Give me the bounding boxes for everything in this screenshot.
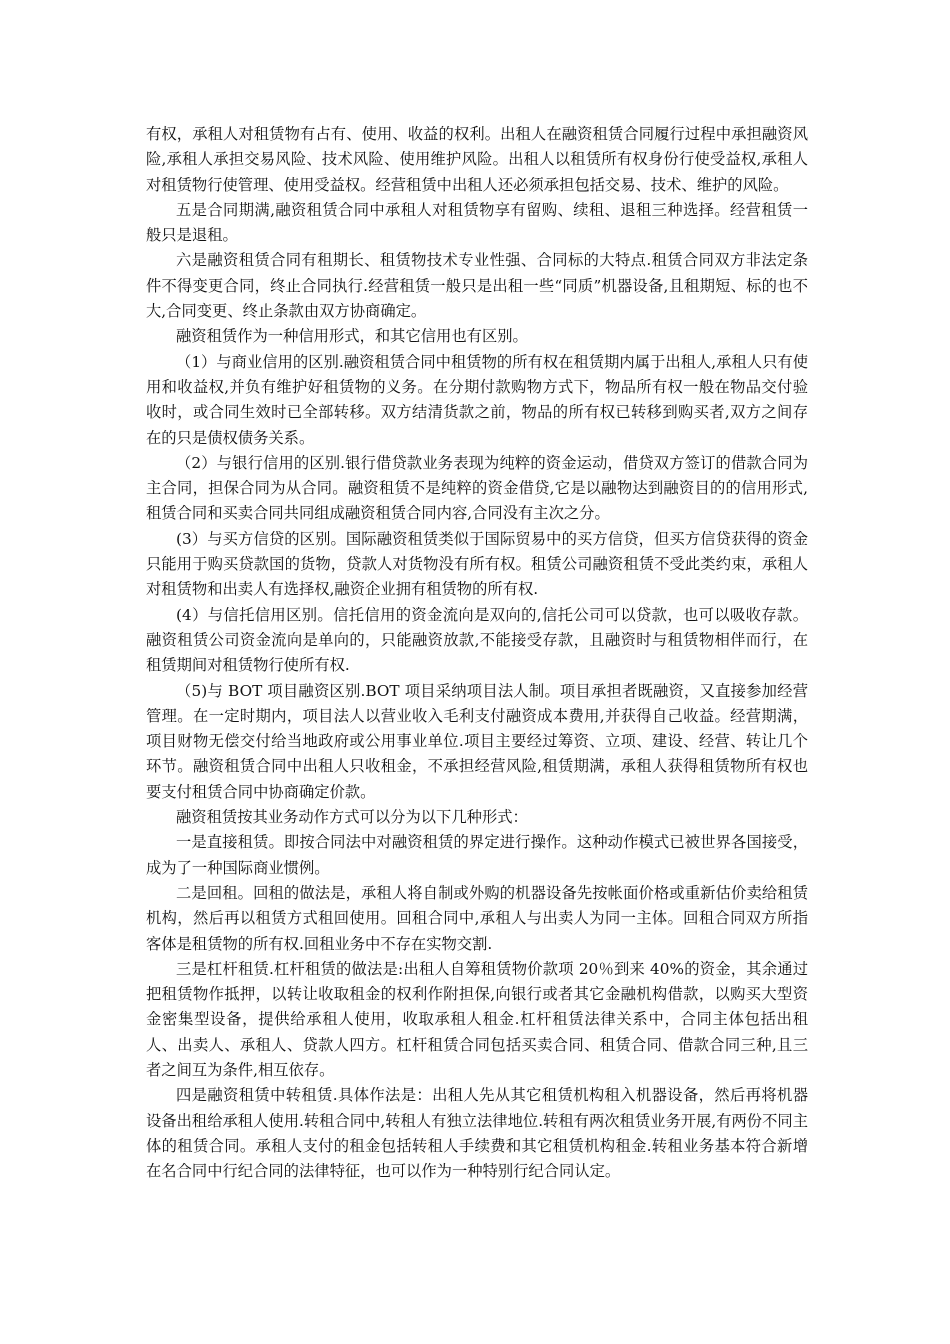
- paragraph: 二是回租。回租的做法是，承租人将自制或外购的机器设备先按帐面价格或重新估价卖给租赁机构，然后再以租赁方式租回使用。回租合同中,承租人与出卖人为同一主体。回租合同双方所指客体是租赁物的所有权.回租业务中不存在实物交割.: [146, 883, 808, 953]
- paragraph: （2）与银行信用的区别.银行借贷款业务表现为纯粹的资金运动，借贷双方签订的借款合同为主合同，担保合同为从合同。融资租赁不是纯粹的资金借贷,它是以融物达到融资目的的信用形式,租赁合同和买卖合同共同组成融资租赁合同内容,合同没有主次之分。: [146, 453, 808, 523]
- paragraph: 三是杠杆租赁.杠杆租赁的做法是:出租人自筹租赁物价款项 20％到来 40%的资金，其余通过把租赁物作抵押，以转让收取租金的权利作附担保,向银行或者其它金融机构借款，以购买大型资金密集型设备，提供给承租人使用，收取承租人租金.杠杆租赁法律关系中，合同主体包括出租人、出卖人、承租人、贷款人四方。杠杆租赁合同包括买卖合同、租赁合同、借款合同三种,且三者之间互为条件,相互依存。: [146, 959, 808, 1079]
- paragraph: 融资租赁按其业务动作方式可以分为以下几种形式：: [176, 808, 528, 827]
- paragraph: 五是合同期满,融资租赁合同中承租人对租赁物享有留购、续租、退租三种选择。经营租赁一般只是退租。: [146, 200, 808, 245]
- paragraph: 融资租赁作为一种信用形式，和其它信用也有区别。: [176, 327, 528, 346]
- paragraph: （1）与商业信用的区别.融资租赁合同中租赁物的所有权在租赁期内属于出租人,承租人只有使用和收益权,并负有维护好租赁物的义务。在分期付款购物方式下，物品所有权一般在物品交付验收时，或合同生效时已全部转移。双方结清货款之前，物品的所有权已转移到购买者,双方之间存在的只是债权债务关系。: [146, 352, 808, 447]
- paragraph: 四是融资租赁中转租赁.具体作法是：出租人先从其它租赁机构租入机器设备，然后再将机器设备出租给承租人使用.转租合同中,转租人有独立法律地位.转租有两次租赁业务开展,有两份不同主体的租赁合同。承租人支付的租金包括转租人手续费和其它租赁机构租金.转租业务基本符合新增在名合同中行纪合同的法律特征，也可以作为一种特别行纪合同认定。: [146, 1086, 808, 1181]
- paragraph: 一是直接租赁。即按合同法中对融资租赁的界定进行操作。这种动作模式已被世界各国接受，成为了一种国际商业惯例。: [146, 833, 808, 877]
- paragraph: (3）与买方信贷的区别。国际融资租赁类似于国际贸易中的买方信贷，但买方信贷获得的资金只能用于购买贷款国的货物，贷款人对货物没有所有权。租赁公司融资租赁不受此类约束，承租人对租赁物和出卖人有选择权,融资企业拥有租赁物的所有权.: [146, 529, 808, 599]
- paragraph: （5)与 BOT 项目融资区别.BOT 项目采纳项目法人制。项目承担者既融资，又直接参加经营管理。在一定时期内，项目法人以营业收入毛利支付融资成本费用,并获得自己收益。经营期满，项目财物无偿交付给当地政府或公用事业单位.项目主要经过筹资、立项、建设、经营、转让几个环节。融资租赁合同中出租人只收租金，不承担经营风险,租赁期满，承租人获得租赁物所有权也要支付租赁合同中协商确定价款。: [146, 681, 808, 801]
- paragraph: 有权，承租人对租赁物有占有、使用、收益的权利。出租人在融资租赁合同履行过程中承担融资风险,承租人承担交易风险、技术风险、使用维护风险。出租人以租赁所有权身份行使受益权,承租人对租赁物行使管理、使用受益权。经营租赁中出租人还必须承担包括交易、技术、维护的风险。: [146, 125, 808, 194]
- document-body: [146, 122, 808, 1184]
- paragraph: 六是融资租赁合同有租期长、租赁物技术专业性强、合同标的大特点.租赁合同双方非法定条件不得变更合同，终止合同执行.经营租赁一般只是出租一些“同质”机器设备,且租期短、标的也不大,合同变更、终止条款由双方协商确定。: [146, 251, 808, 321]
- paragraph: (4）与信托信用区别。信托信用的资金流向是双向的,信托公司可以贷款，也可以吸收存款。融资租赁公司资金流向是单向的，只能融资放款,不能接受存款，且融资时与租赁物相伴而行，在租赁期间对租赁物行使所有权.: [146, 605, 808, 675]
